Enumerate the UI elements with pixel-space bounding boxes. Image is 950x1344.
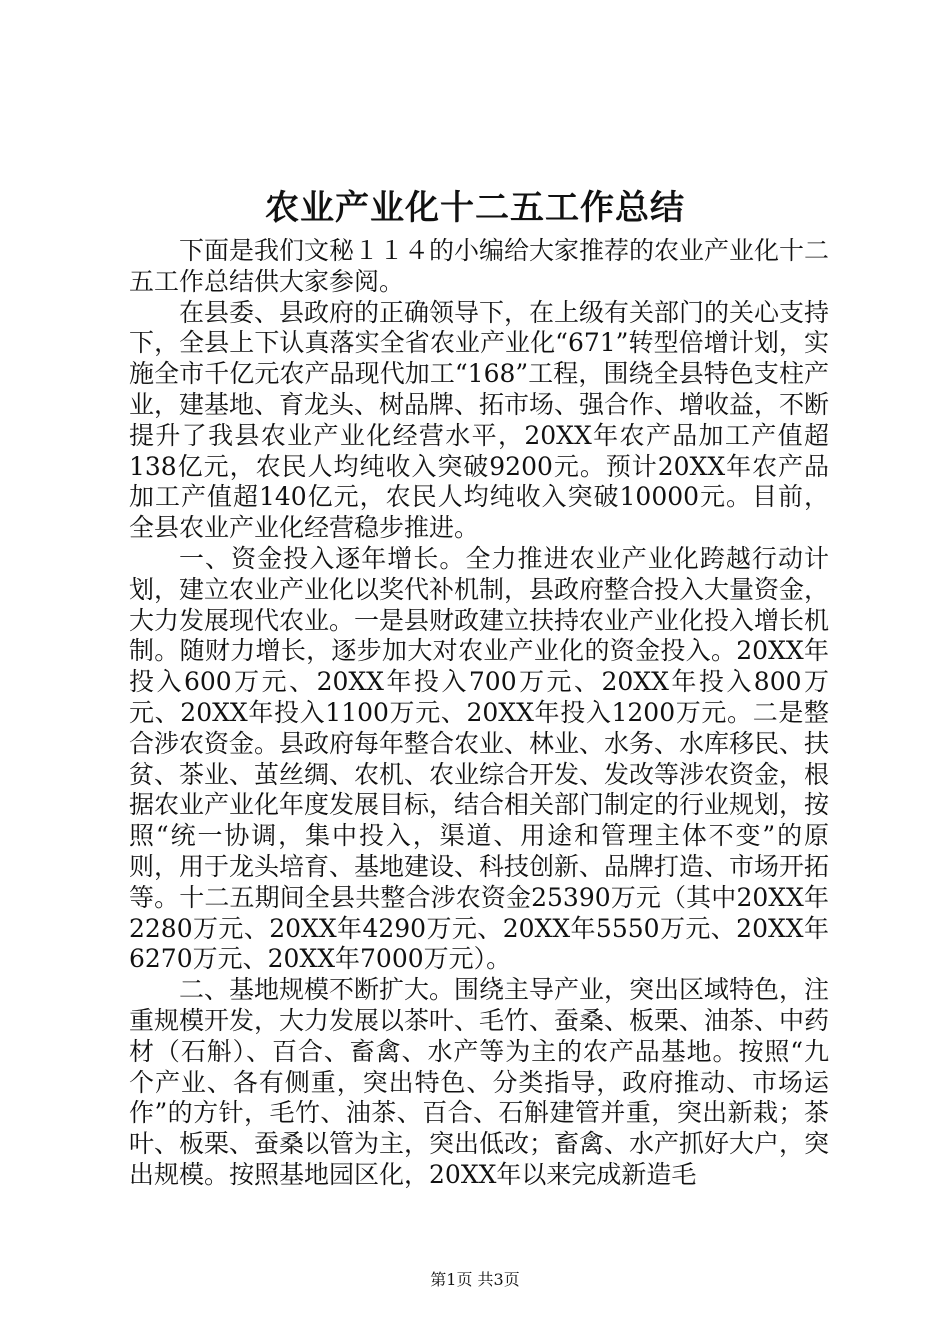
paragraph-section-2: 二、基地规模不断扩大。围绕主导产业，突出区域特色，注重规模开发，大力发展以茶叶、毛竹、蚕桑、板栗、油茶、中药材（石斛）、百合、畜禽、水产等为主的农产品基地。按照“九个产业、各有侧重，突出特色、分类指导，政府推动、市场运作”的方针，毛竹、油茶、百合、石斛建管并重，突出新栽；茶叶、板栗、蚕桑以管为主，突出低改；畜禽、水产抓好大户，突出规模。按照基地园区化，20XX年以来完成新造毛 — [129, 975, 830, 1189]
document-title: 农业产业化十二五工作总结 — [265, 188, 685, 228]
page-footer: 第1页 共3页 — [430, 1270, 520, 1289]
paragraph-section-1: 一、资金投入逐年增长。全力推进农业产业化跨越行动计划，建立农业产业化以奖代补机制，县政府整合投入大量资金，大力发展现代农业。一是县财政建立扶持农业产业化投入增长机制。随财力增长，逐步加大对农业产业化的资金投入。20XX年投入600万元、20XX年投入700万元、20XX年投入800万元、20XX年投入1100万元、20XX年投入1200万元。二是整合涉农资金。县政府每年整合农业、林业、水务、水库移民、扶贫、茶业、茧丝绸、农机、农业综合开发、发改等涉农资金，根据农业产业化年度发展目标，结合相关部门制定的行业规划，按照“统一协调，集中投入，渠道、用途和管理主体不变”的原则，用于龙头培育、基地建设、科技创新、品牌打造、市场开拓等。十二五期间全县共整合涉农资金25390万元（其中20XX年2280万元、20XX年4290万元、20XX年5550万元、20XX年6270万元、20XX年7000万元）。 — [129, 543, 830, 974]
document-body — [129, 236, 829, 1191]
paragraph-overview: 在县委、县政府的正确领导下，在上级有关部门的关心支持下，全县上下认真落实全省农业产业化“671”转型倍增计划，实施全市千亿元农产品现代加工“168”工程，围绕全县特色支柱产业，建基地、育龙头、树品牌、拓市场、强合作、增收益，不断提升了我县农业产业化经营水平，20XX年农产品加工产值超138亿元，农民人均纯收入突破9200元。预计20XX年农产品加工产值超140亿元，农民人均纯收入突破10000元。目前，全县农业产业化经营稳步推进。 — [129, 297, 830, 543]
paragraph-intro: 下面是我们文秘１１４的小编给大家推荐的农业产业化十二五工作总结供大家参阅。 — [129, 236, 830, 296]
